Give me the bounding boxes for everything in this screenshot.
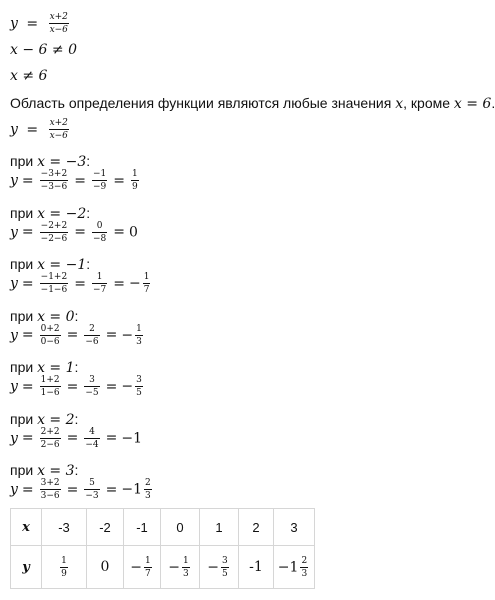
substitution-fraction bbox=[40, 427, 61, 450]
value-sign: − bbox=[277, 559, 290, 575]
equals-sign: = bbox=[66, 327, 79, 343]
fraction-denominator: 2−6 bbox=[40, 439, 60, 450]
function-lhs: y bbox=[10, 15, 18, 32]
x-value-cell: -1 bbox=[124, 509, 161, 546]
fraction-denominator: 3 bbox=[145, 491, 151, 501]
y-value-cell bbox=[87, 546, 124, 589]
x-value-cell: -3 bbox=[42, 509, 87, 546]
fraction-numerator: 0+2 bbox=[40, 323, 60, 334]
fraction-denominator: −4 bbox=[85, 439, 99, 450]
simplified-fraction bbox=[84, 427, 99, 450]
value-whole: 1 bbox=[289, 559, 299, 575]
function-lhs: y bbox=[10, 224, 18, 240]
equals-sign: = bbox=[74, 224, 86, 240]
x-value-cell: 2 bbox=[239, 509, 274, 546]
equals-sign: = bbox=[113, 224, 125, 240]
domain-condition: x − 6 ≠ 0 bbox=[10, 42, 77, 58]
step-label-suffix: : bbox=[74, 307, 79, 324]
function-definition bbox=[10, 12, 71, 35]
step-equation bbox=[10, 375, 145, 398]
x-row bbox=[11, 509, 315, 546]
fraction-numerator: 2 bbox=[301, 555, 308, 566]
substitution-fraction bbox=[40, 272, 69, 295]
fraction-numerator: 1 bbox=[96, 272, 103, 282]
equals-sign: = bbox=[26, 121, 39, 138]
function-lhs: y bbox=[10, 121, 18, 138]
equals-sign: = bbox=[21, 481, 34, 498]
value-whole: -1 bbox=[249, 559, 263, 575]
fraction-denominator: x−6 bbox=[49, 131, 68, 141]
result-fraction bbox=[131, 169, 139, 192]
equals-sign: = bbox=[26, 15, 39, 32]
result-fraction bbox=[135, 375, 143, 398]
y-value-cell bbox=[239, 546, 274, 589]
fraction-numerator: −3+2 bbox=[40, 169, 68, 179]
values-table bbox=[10, 508, 315, 589]
step-label-suffix: : bbox=[86, 204, 91, 221]
simplified-fraction bbox=[84, 375, 99, 398]
x-value-cell: 3 bbox=[274, 509, 315, 546]
simplified-fraction bbox=[84, 478, 99, 501]
step-equation bbox=[10, 427, 142, 450]
x-value-cell: -2 bbox=[87, 509, 124, 546]
step-label-suffix: : bbox=[74, 462, 79, 478]
fraction-numerator: x+2 bbox=[49, 12, 68, 22]
function-fraction bbox=[49, 12, 69, 35]
step-equation bbox=[10, 324, 145, 347]
step-label-prefix: при bbox=[10, 256, 38, 272]
step-condition: x = 2 bbox=[37, 411, 75, 428]
substitution-fraction bbox=[40, 221, 69, 244]
simplified-fraction bbox=[92, 221, 107, 244]
step-label-prefix: при bbox=[10, 462, 38, 478]
y-value-cell bbox=[124, 546, 161, 589]
function-lhs: y bbox=[10, 275, 18, 292]
domain-sentence-start: Область определения функции являются любые значения bbox=[10, 95, 396, 111]
value-fraction bbox=[60, 556, 68, 579]
fraction-denominator: 9 bbox=[131, 182, 138, 192]
result-whole: −1 bbox=[121, 430, 143, 446]
function-lhs: y bbox=[10, 327, 18, 343]
equals-sign: = bbox=[21, 172, 34, 189]
fraction-denominator: 0−6 bbox=[40, 336, 60, 347]
equals-sign: = bbox=[21, 327, 34, 343]
result-sign: − bbox=[121, 327, 134, 343]
result-whole: −1 bbox=[121, 481, 143, 498]
step-label-prefix: при bbox=[10, 410, 38, 427]
fraction-denominator: −1−6 bbox=[40, 285, 68, 295]
step-equation bbox=[10, 221, 138, 244]
fraction-denominator: 7 bbox=[143, 285, 150, 295]
fraction-numerator: 4 bbox=[89, 426, 95, 437]
fraction-numerator: 2 bbox=[89, 323, 95, 334]
function-lhs: y bbox=[10, 378, 18, 395]
fraction-numerator: 1 bbox=[136, 323, 142, 334]
equals-sign: = bbox=[74, 172, 86, 189]
step-condition: x = −1 bbox=[37, 257, 87, 273]
y-value-cell bbox=[274, 546, 315, 589]
substitution-fraction bbox=[40, 375, 61, 398]
equals-sign: = bbox=[66, 430, 79, 446]
fraction-denominator: −8 bbox=[92, 233, 107, 244]
step-label-prefix: при bbox=[10, 359, 38, 375]
equals-sign: = bbox=[105, 430, 118, 446]
fraction-numerator: 3 bbox=[89, 375, 95, 385]
step-label-suffix: : bbox=[74, 410, 79, 427]
fraction-numerator: 1 bbox=[131, 169, 138, 179]
equals-sign: = bbox=[21, 224, 34, 240]
equals-sign: = bbox=[21, 378, 34, 395]
fraction-numerator: 5 bbox=[89, 478, 95, 488]
value-sign: − bbox=[168, 559, 180, 575]
x-value-cell: 1 bbox=[200, 509, 239, 546]
equals-sign: = bbox=[21, 275, 34, 292]
fraction-denominator: 1−6 bbox=[40, 388, 60, 398]
equals-sign: = bbox=[113, 172, 125, 189]
fraction-denominator: 3 bbox=[136, 336, 142, 347]
function-fraction bbox=[49, 118, 69, 141]
step-label-suffix: : bbox=[86, 153, 91, 169]
simplified-fraction bbox=[92, 169, 107, 192]
function-lhs: y bbox=[10, 481, 18, 498]
value-fraction bbox=[221, 556, 229, 579]
step-condition: x = −2 bbox=[37, 205, 87, 222]
fraction-denominator: −7 bbox=[92, 285, 107, 295]
step-label-suffix: : bbox=[74, 359, 79, 375]
fraction-denominator: 5 bbox=[222, 568, 228, 579]
step-condition: x = 0 bbox=[37, 308, 75, 325]
substitution-fraction bbox=[40, 169, 69, 192]
fraction-numerator: 1 bbox=[183, 555, 189, 566]
value-fraction bbox=[144, 556, 152, 579]
y-value-cell bbox=[42, 546, 87, 589]
fraction-denominator: −3−6 bbox=[40, 182, 68, 192]
y-row bbox=[11, 546, 315, 589]
domain-sentence-end: . bbox=[491, 95, 495, 111]
y-value-cell bbox=[161, 546, 200, 589]
step-equation bbox=[10, 272, 152, 295]
value-sign: − bbox=[130, 559, 142, 575]
fraction-numerator: x+2 bbox=[49, 118, 68, 128]
fraction-numerator: 1 bbox=[61, 555, 67, 566]
fraction-denominator: −2−6 bbox=[40, 233, 68, 244]
function-definition-repeat bbox=[10, 118, 71, 141]
step-label-suffix: : bbox=[86, 256, 91, 272]
fraction-denominator: 3−6 bbox=[40, 491, 60, 501]
step-label-prefix: при bbox=[10, 204, 38, 221]
domain-exclusion: x = 6 bbox=[453, 96, 492, 112]
fraction-denominator: −3 bbox=[85, 491, 99, 501]
step-label-prefix: при bbox=[10, 307, 38, 324]
result-fraction bbox=[135, 324, 143, 347]
fraction-numerator: 2 bbox=[145, 478, 151, 488]
equals-sign: = bbox=[105, 327, 118, 343]
fraction-denominator: −6 bbox=[85, 336, 99, 347]
domain-sentence-mid: , кроме bbox=[403, 95, 454, 111]
fraction-numerator: −1 bbox=[92, 169, 107, 179]
result-sign: − bbox=[128, 275, 141, 292]
function-lhs: y bbox=[10, 172, 18, 189]
equals-sign: = bbox=[66, 378, 79, 395]
fraction-denominator: 3 bbox=[301, 568, 308, 579]
equals-sign: = bbox=[21, 430, 34, 446]
simplified-fraction bbox=[84, 324, 99, 347]
fraction-denominator: 3 bbox=[183, 568, 189, 579]
fraction-numerator: 1+2 bbox=[40, 375, 60, 385]
fraction-denominator: 5 bbox=[136, 388, 142, 398]
equals-sign: = bbox=[66, 481, 79, 498]
fraction-numerator: 1 bbox=[145, 555, 151, 566]
result-sign: − bbox=[121, 378, 134, 395]
step-label-prefix: при bbox=[10, 153, 38, 169]
step-condition: x = 1 bbox=[37, 360, 75, 376]
fraction-denominator: −9 bbox=[92, 182, 107, 192]
result-whole: 0 bbox=[128, 224, 138, 240]
fraction-denominator: 9 bbox=[61, 568, 67, 579]
fraction-denominator: 7 bbox=[145, 568, 151, 579]
result-fraction bbox=[144, 478, 152, 501]
substitution-fraction bbox=[40, 478, 61, 501]
x-value-cell: 0 bbox=[161, 509, 200, 546]
fraction-denominator: x−6 bbox=[49, 25, 68, 35]
equals-sign: = bbox=[113, 275, 125, 292]
step-equation bbox=[10, 478, 154, 501]
fraction-numerator: 3 bbox=[222, 555, 228, 566]
simplified-fraction bbox=[92, 272, 107, 295]
domain-result: x ≠ 6 bbox=[10, 68, 48, 84]
function-lhs: y bbox=[10, 430, 18, 446]
value-fraction bbox=[182, 556, 190, 579]
equals-sign: = bbox=[105, 378, 118, 395]
fraction-denominator: −5 bbox=[85, 388, 99, 398]
step-condition: x = −3 bbox=[37, 154, 87, 170]
value-whole: 0 bbox=[100, 559, 110, 575]
result-fraction bbox=[143, 272, 151, 295]
fraction-numerator: 3+2 bbox=[40, 478, 60, 488]
domain-variable: x bbox=[395, 96, 404, 112]
fraction-numerator: 0 bbox=[96, 220, 103, 231]
equals-sign: = bbox=[74, 275, 86, 292]
value-fraction bbox=[300, 556, 308, 579]
step-equation bbox=[10, 169, 141, 192]
equals-sign: = bbox=[105, 481, 118, 498]
y-value-cell bbox=[200, 546, 239, 589]
fraction-numerator: 1 bbox=[143, 272, 150, 282]
y-header: y bbox=[11, 546, 42, 589]
fraction-numerator: 2+2 bbox=[40, 426, 60, 437]
fraction-numerator: −2+2 bbox=[40, 220, 68, 231]
step-condition: x = 3 bbox=[37, 463, 75, 479]
domain-sentence bbox=[10, 94, 495, 113]
x-header: x bbox=[11, 509, 42, 546]
fraction-numerator: −1+2 bbox=[40, 272, 68, 282]
substitution-fraction bbox=[40, 324, 61, 347]
value-sign: − bbox=[207, 559, 219, 575]
fraction-numerator: 3 bbox=[136, 375, 142, 385]
